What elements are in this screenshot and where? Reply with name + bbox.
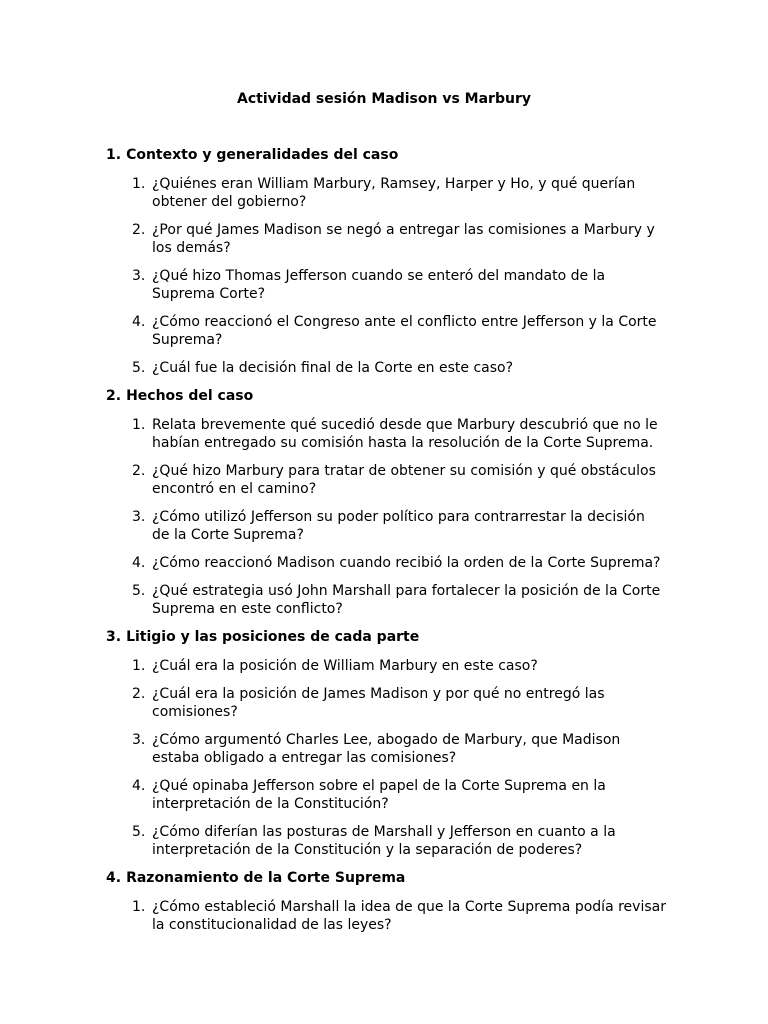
question-item bbox=[106, 267, 666, 303]
question-item bbox=[106, 582, 666, 618]
question-number-text: 3. bbox=[132, 732, 146, 748]
question-list bbox=[106, 416, 666, 618]
question-text: ¿Quiénes eran William Marbury, Ramsey, Harper y Ho, y qué querían obtener del gobierno? bbox=[152, 176, 636, 210]
section-heading bbox=[106, 387, 666, 405]
section-contexto bbox=[106, 146, 666, 377]
question-text: ¿Cómo estableció Marshall la idea de que la Corte Suprema podía revisar la constitucionalidad de las leyes? bbox=[152, 899, 666, 933]
question-number-text: 2. bbox=[132, 686, 146, 702]
section-title: Hechos del caso bbox=[126, 388, 254, 404]
question-text: ¿Cómo argumentó Charles Lee, abogado de Marbury, que Madison estaba obligado a entregar las comisiones? bbox=[152, 732, 621, 766]
question-text: ¿Cuál era la posición de James Madison y por qué no entregó las comisiones? bbox=[152, 686, 605, 720]
question-text: ¿Cómo utilizó Jefferson su poder político para contrarrestar la decisión de la Corte Suprema? bbox=[152, 509, 645, 543]
question-text: ¿Qué estrategia usó John Marshall para fortalecer la posición de la Corte Suprema en este conflicto? bbox=[152, 583, 661, 617]
question-list bbox=[106, 657, 666, 859]
question-item bbox=[106, 359, 666, 377]
question-number bbox=[106, 313, 152, 349]
sections-list bbox=[106, 146, 666, 944]
question-number bbox=[106, 823, 152, 859]
section-heading bbox=[106, 628, 666, 646]
question-number bbox=[106, 175, 152, 211]
section-hechos bbox=[106, 387, 666, 618]
question-item bbox=[106, 898, 666, 934]
question-text: ¿Qué hizo Marbury para tratar de obtener su comisión y qué obstáculos encontró en el camino? bbox=[152, 463, 656, 497]
section-number: 3. bbox=[106, 629, 122, 645]
question-text: ¿Cómo diferían las posturas de Marshall y Jefferson en cuanto a la interpretación de la Constitución y la separación de poderes? bbox=[152, 824, 616, 858]
question-number-text: 3. bbox=[132, 268, 146, 284]
question-text: ¿Cuál era la posición de William Marbury en este caso? bbox=[152, 658, 538, 674]
section-heading bbox=[106, 146, 666, 164]
question-text: ¿Qué hizo Thomas Jefferson cuando se enteró del mandato de la Suprema Corte? bbox=[152, 268, 606, 302]
question-item bbox=[106, 221, 666, 257]
question-number bbox=[106, 554, 152, 572]
question-number-text: 1. bbox=[132, 658, 146, 674]
section-litigio bbox=[106, 628, 666, 859]
question-number bbox=[106, 731, 152, 767]
question-text: ¿Qué opinaba Jefferson sobre el papel de la Corte Suprema en la interpretación de la Constitución? bbox=[152, 778, 606, 812]
question-item bbox=[106, 416, 666, 452]
question-number bbox=[106, 267, 152, 303]
question-text: Relata brevemente qué sucedió desde que Marbury descubrió que no le habían entregado su comisión hasta la resolución de la Corte Suprema. bbox=[152, 417, 658, 451]
section-number: 1. bbox=[106, 147, 122, 163]
question-list bbox=[106, 898, 666, 934]
question-number bbox=[106, 462, 152, 498]
question-item bbox=[106, 508, 666, 544]
question-number-text: 5. bbox=[132, 583, 146, 599]
question-text: ¿Cómo reaccionó Madison cuando recibió la orden de la Corte Suprema? bbox=[152, 555, 661, 571]
question-list bbox=[106, 175, 666, 377]
section-number: 4. bbox=[106, 870, 122, 886]
question-number-text: 4. bbox=[132, 555, 146, 571]
question-number-text: 2. bbox=[132, 463, 146, 479]
question-number-text: 4. bbox=[132, 778, 146, 794]
question-number-text: 1. bbox=[132, 899, 146, 915]
question-item bbox=[106, 175, 666, 211]
question-item bbox=[106, 313, 666, 349]
question-number bbox=[106, 508, 152, 544]
section-title: Litigio y las posiciones de cada parte bbox=[126, 629, 420, 645]
question-number bbox=[106, 221, 152, 257]
question-number-text: 3. bbox=[132, 509, 146, 525]
question-item bbox=[106, 462, 666, 498]
question-number-text: 1. bbox=[132, 417, 146, 433]
section-title: Razonamiento de la Corte Suprema bbox=[126, 870, 406, 886]
question-text: ¿Por qué James Madison se negó a entregar las comisiones a Marbury y los demás? bbox=[152, 222, 655, 256]
question-item bbox=[106, 685, 666, 721]
question-number bbox=[106, 685, 152, 721]
section-heading bbox=[106, 869, 666, 887]
section-number: 2. bbox=[106, 388, 122, 404]
question-number-text: 5. bbox=[132, 360, 146, 376]
document-title: Actividad sesión Madison vs Marbury bbox=[237, 91, 531, 107]
question-number bbox=[106, 898, 152, 934]
section-title: Contexto y generalidades del caso bbox=[126, 147, 399, 163]
question-number-text: 5. bbox=[132, 824, 146, 840]
question-number bbox=[106, 777, 152, 813]
question-number-text: 2. bbox=[132, 222, 146, 238]
question-number bbox=[106, 416, 152, 452]
question-item bbox=[106, 554, 666, 572]
question-item bbox=[106, 777, 666, 813]
question-number-text: 1. bbox=[132, 176, 146, 192]
question-item bbox=[106, 657, 666, 675]
question-number bbox=[106, 359, 152, 377]
question-number-text: 4. bbox=[132, 314, 146, 330]
question-item bbox=[106, 731, 666, 767]
section-razonamiento bbox=[106, 869, 666, 934]
question-text: ¿Cómo reaccionó el Congreso ante el conflicto entre Jefferson y la Corte Suprema? bbox=[152, 314, 657, 348]
question-number bbox=[106, 657, 152, 675]
question-item bbox=[106, 823, 666, 859]
question-number bbox=[106, 582, 152, 618]
question-text: ¿Cuál fue la decisión final de la Corte en este caso? bbox=[152, 360, 514, 376]
